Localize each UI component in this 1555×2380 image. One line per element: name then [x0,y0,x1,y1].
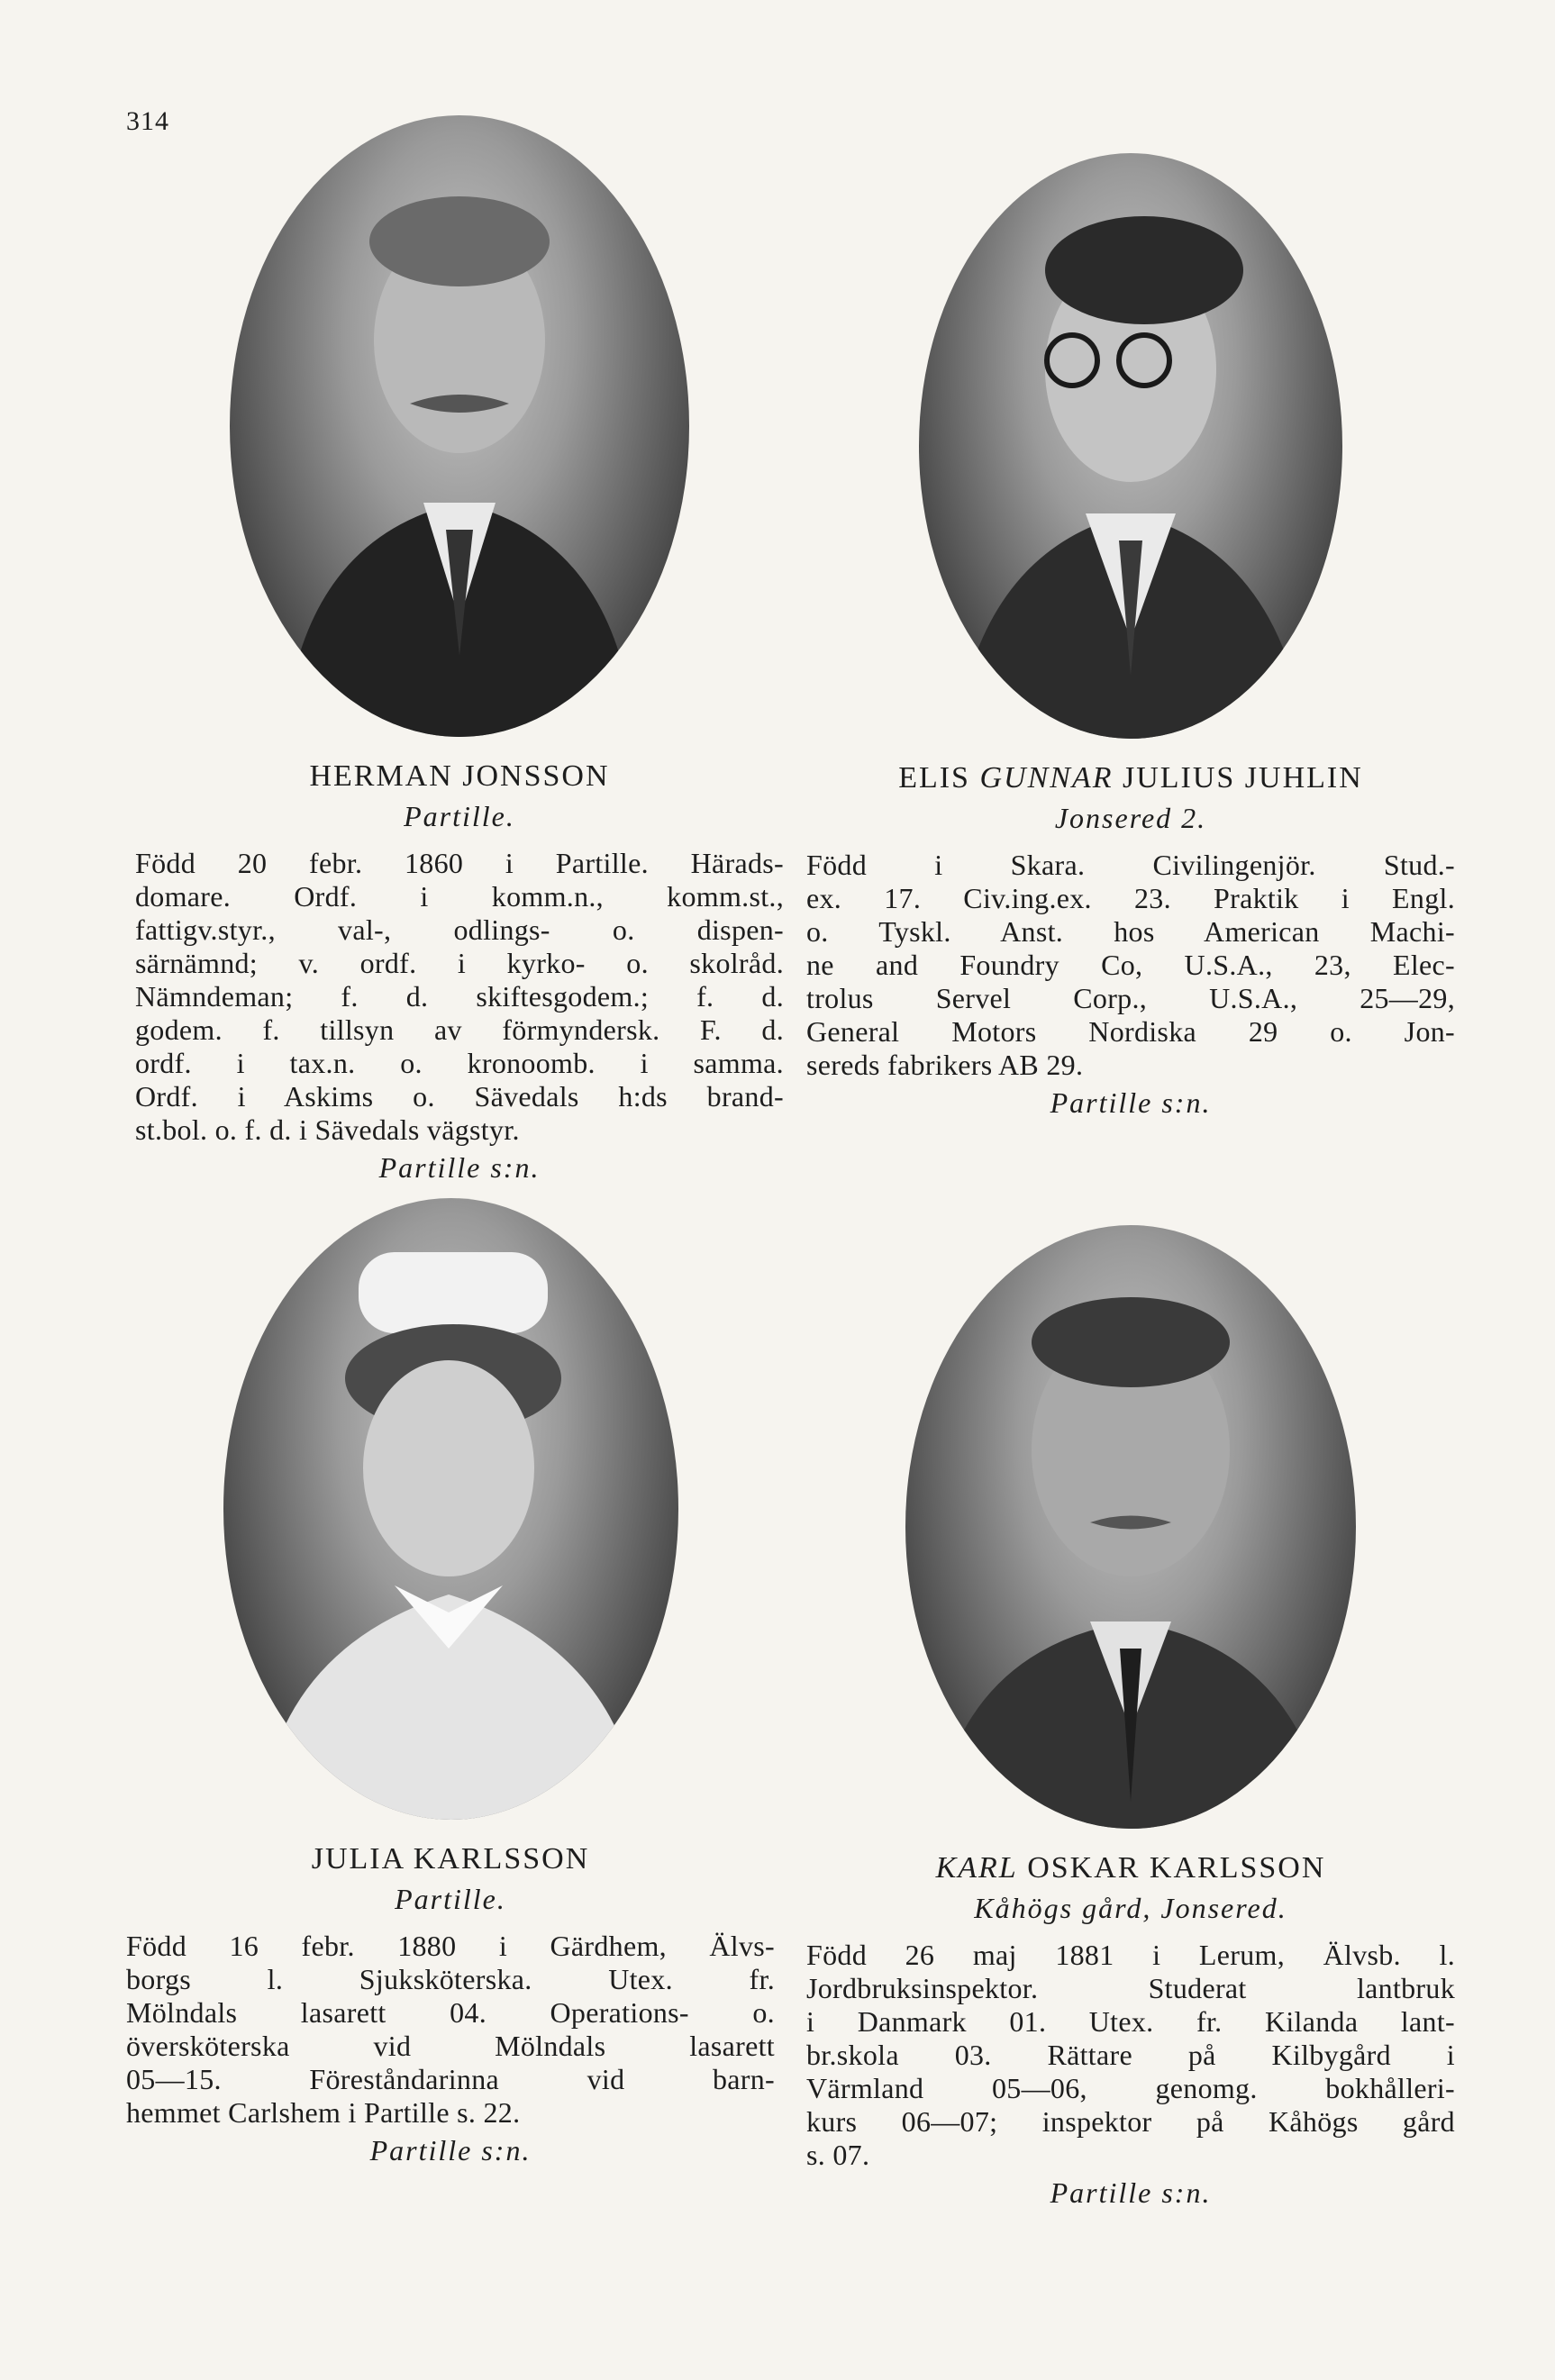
residence: Partille. [404,800,515,832]
residence: Partille. [395,1883,506,1915]
residence: Jonsered 2. [1054,802,1207,834]
person-name: HERMAN JONSSON [309,759,610,793]
biography-text: Född i Skara. Civilingenjör. Stud.- ex. 17. Civ.ing.ex. 23. Praktik i Engl. o. Tyskl. Anst. hos American Machi- ne and Foundry Co, U.S.A., 23, Elec- trolus Servel Corp., U.S.A., 25—29, General Motors Nordiska 29 o. Jon- sereds fabrikers AB 29. [806,849,1455,1081]
portrait-photo [905,1225,1356,1829]
portrait-photo [919,153,1342,739]
page-number: 314 [126,106,169,136]
portrait-photo [223,1198,678,1820]
biography-entry [126,1198,775,2167]
person-name: KARL OSKAR KARLSSON [935,1851,1326,1885]
parish-signoff: Partille s:n. [1050,1086,1212,1119]
portrait-man-glasses-icon [919,153,1342,739]
biography-entry [806,1225,1455,2210]
person-name: ELIS GUNNAR JULIUS JUHLIN [898,761,1363,795]
portrait-photo [230,115,689,737]
person-name: JULIA KARLSSON [311,1842,590,1876]
parish-signoff: Partille s:n. [378,1151,541,1184]
biography-entry [135,115,784,1185]
biography-text: Född 20 febr. 1860 i Partille. Härads- domare. Ordf. i komm.n., komm.st., fattigv.styr., val-, odlings- o. dispen- särnämnd; v. ordf. i kyrko- o. skolråd. Nämndeman; f. d. skiftesgodem.; f. d. godem. f. tillsyn av förmyndersk. F. d. ordf. i tax.n. o. kronoomb. i samma. Ordf. i Askims o. Sävedals h:ds brand- st.bol. o. f. d. i Sävedals vägstyr. [135,847,784,1146]
parish-signoff: Partille s:n. [1050,2176,1212,2209]
biography-text: Född 26 maj 1881 i Lerum, Älvsb. l. Jordbruksinspektor. Studerat lantbruk i Danmark 01. Utex. fr. Kilanda lant- br.skola 03. Rättare på Kilbygård i Värmland 05—06, genomg. bokhålleri- kurs 06—07; inspektor på Kåhögs gård s. 07. [806,1939,1455,2171]
portrait-nurse-icon [223,1198,678,1820]
biography-entry [806,153,1455,1120]
portrait-man-moustache-icon [905,1225,1356,1829]
parish-signoff: Partille s:n. [369,2134,532,2167]
residence: Kåhögs gård, Jonsered. [974,1892,1287,1924]
portrait-man-icon [230,115,689,737]
biography-text: Född 16 febr. 1880 i Gärdhem, Älvs- borgs l. Sjuksköterska. Utex. fr. Mölndals lasarett 04. Operations- o. översköterska vid Mölndals lasarett 05—15. Föreståndarinna vid barn- hemmet Carlshem i Partille s. 22. [126,1930,775,2129]
